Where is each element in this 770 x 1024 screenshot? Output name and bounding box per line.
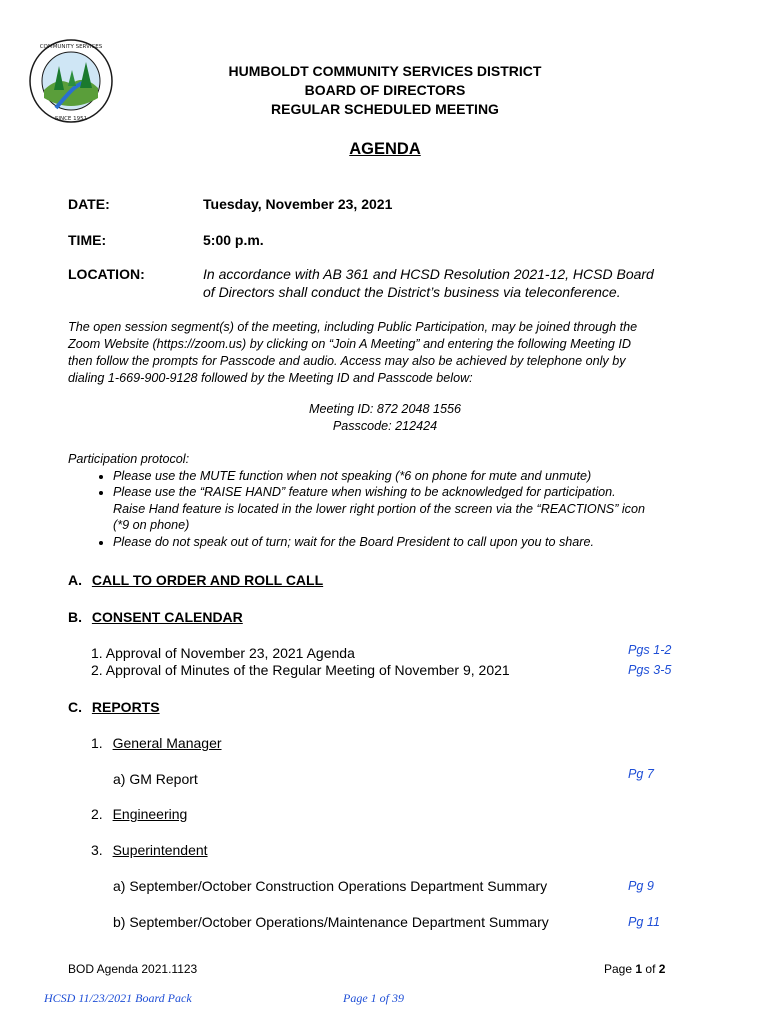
date-value: Tuesday, November 23, 2021 <box>203 196 393 212</box>
section-letter: B. <box>68 609 82 625</box>
page-ref: Pgs 1-2 <box>628 643 672 657</box>
meeting-passcode: Passcode: 212424 <box>332 419 438 433</box>
document-header <box>0 62 770 119</box>
protocol-heading: Participation protocol: <box>68 452 190 466</box>
protocol-bullet <box>113 484 708 534</box>
subsection-number: 2. <box>91 806 103 822</box>
location-label: LOCATION: <box>68 266 145 282</box>
footer-page-word: Page <box>604 962 633 976</box>
protocol-bullet-line: (*9 on phone) <box>113 518 190 532</box>
report-item: a) September/October Construction Operations Department Summary <box>113 878 548 894</box>
subsection-number: 1. <box>91 735 103 751</box>
header-board: BOARD OF DIRECTORS <box>304 82 466 98</box>
report-subsection-gm <box>91 735 222 751</box>
date-label: DATE: <box>68 196 110 212</box>
subsection-title: Superintendent <box>112 842 208 858</box>
svg-text:SINCE 1951: SINCE 1951 <box>54 116 88 122</box>
protocol-bullet-line: Please use the “RAISE HAND” feature when wishing to be acknowledged for participation. <box>113 485 616 499</box>
section-letter: C. <box>68 699 82 715</box>
intro-paragraph <box>68 319 708 387</box>
board-pack-stamp: HCSD 11/23/2021 Board Pack <box>44 991 192 1005</box>
header-district-name: HUMBOLDT COMMUNITY SERVICES DISTRICT <box>228 63 542 79</box>
page-ref: Pg 9 <box>628 879 654 893</box>
footer-doc-id: BOD Agenda 2021.1123 <box>68 962 198 976</box>
svg-text:COMMUNITY SERVICES: COMMUNITY SERVICES <box>39 44 103 50</box>
section-title: REPORTS <box>91 699 160 715</box>
section-a-heading <box>68 572 323 588</box>
section-letter: A. <box>68 572 82 588</box>
intro-line: The open session segment(s) of the meeting, including Public Participation, may be joined through the <box>68 320 638 334</box>
board-pack-page: Page 1 of 39 <box>343 991 404 1005</box>
subsection-title: Engineering <box>112 806 188 822</box>
participation-protocol <box>68 451 708 550</box>
header-meeting-type: REGULAR SCHEDULED MEETING <box>271 101 499 117</box>
page-ref: Pgs 3-5 <box>628 663 672 677</box>
report-item: b) September/October Operations/Maintenance Department Summary <box>113 914 549 930</box>
consent-item: 2. Approval of Minutes of the Regular Meeting of November 9, 2021 <box>91 662 510 678</box>
protocol-bullet-line: Raise Hand feature is located in the lower right portion of the screen via the “REACTIONS” icon <box>113 501 645 516</box>
report-subsection-engineering <box>91 806 187 822</box>
location-value-line2: of Directors shall conduct the District’s business via teleconference. <box>203 284 621 300</box>
meeting-credentials <box>0 401 770 435</box>
subsection-number: 3. <box>91 842 103 858</box>
agenda-title: AGENDA <box>349 140 421 158</box>
footer-page-number <box>604 962 665 976</box>
section-title: CONSENT CALENDAR <box>91 609 243 625</box>
intro-line: Zoom Website (https://zoom.us) by clicking on “Join A Meeting” and entering the following Meeting ID <box>68 337 632 351</box>
meeting-id: Meeting ID: 872 2048 1556 <box>309 402 461 416</box>
footer-page-total: 2 <box>658 962 666 976</box>
protocol-bullet: • Please use the MUTE function when not speaking (*6 on phone for mute and unmute) <box>113 468 708 485</box>
time-label: TIME: <box>68 232 107 248</box>
time-value: 5:00 p.m. <box>203 232 264 248</box>
section-b-heading <box>68 609 243 625</box>
location-value-line1: In accordance with AB 361 and HCSD Resolution 2021-12, HCSD Board <box>203 266 654 282</box>
protocol-bullet: • Please do not speak out of turn; wait for the Board President to call upon you to share. <box>113 534 708 551</box>
consent-item: 1. Approval of November 23, 2021 Agenda <box>91 645 355 661</box>
footer-page-of: of <box>645 962 656 976</box>
section-c-heading <box>68 699 160 715</box>
report-item: a) GM Report <box>113 771 198 787</box>
section-title: CALL TO ORDER AND ROLL CALL <box>91 572 324 588</box>
intro-line: then follow the prompts for Passcode and audio. Access may also be achieved by telephone only by <box>68 354 626 368</box>
page-ref: Pg 11 <box>628 915 660 929</box>
report-subsection-superintendent <box>91 842 208 858</box>
footer-page-current: 1 <box>635 962 643 976</box>
subsection-title: General Manager <box>112 735 222 751</box>
page-ref: Pg 7 <box>628 767 654 781</box>
intro-line: dialing 1-669-900-9128 followed by the Meeting ID and Passcode below: <box>68 371 473 385</box>
